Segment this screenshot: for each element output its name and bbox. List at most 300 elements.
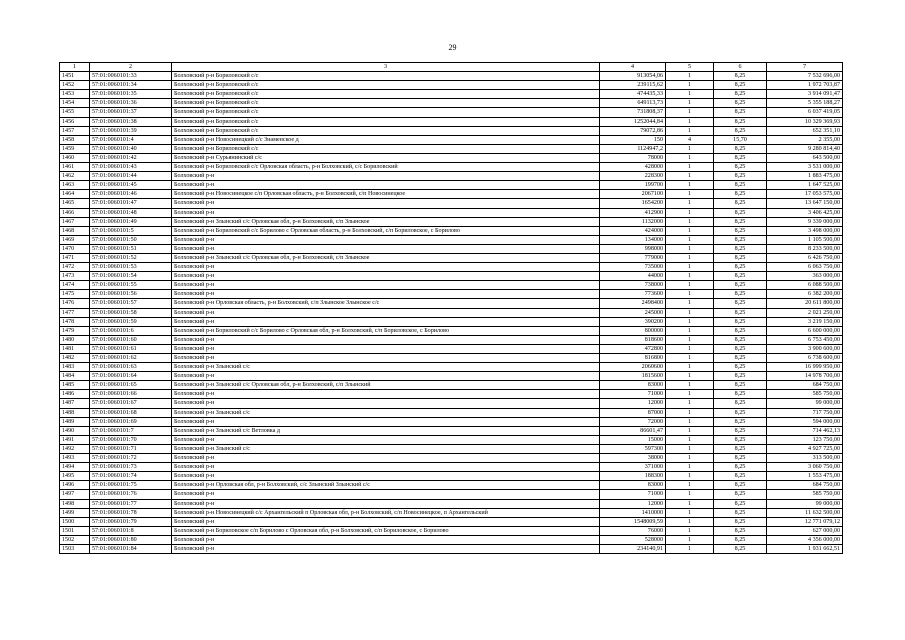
count-cell: 1 — [666, 417, 714, 426]
rate-cell: 8,25 — [714, 81, 767, 90]
address-cell: Болховский р-н — [172, 517, 600, 526]
rate-cell: 8,25 — [714, 153, 767, 162]
cadastral-number-cell: 57:01:0060101:62 — [90, 354, 172, 363]
address-cell: Болховский р-н — [172, 463, 600, 472]
value-cell: 735000 — [600, 263, 666, 272]
count-cell: 1 — [666, 426, 714, 435]
cadastral-number-cell: 57:01:0060101:37 — [90, 108, 172, 117]
address-cell: Болховский р-н — [172, 544, 600, 553]
rate-cell: 8,25 — [714, 544, 767, 553]
row-number-cell: 1482 — [60, 354, 90, 363]
address-cell: Болховский р-н — [172, 335, 600, 344]
table-row — [60, 499, 843, 508]
table-row — [60, 253, 843, 262]
row-number-cell: 1455 — [60, 108, 90, 117]
row-number-cell: 1467 — [60, 217, 90, 226]
row-number-cell: 1473 — [60, 272, 90, 281]
cadastral-number-cell: 57:01:0060101:5 — [90, 226, 172, 235]
rate-cell: 8,25 — [714, 308, 767, 317]
table-row — [60, 426, 843, 435]
amount-cell: 1 647 525,00 — [767, 181, 843, 190]
count-cell: 1 — [666, 308, 714, 317]
table-row — [60, 390, 843, 399]
cadastral-number-cell: 57:01:0060101:59 — [90, 317, 172, 326]
row-number-cell: 1502 — [60, 535, 90, 544]
rate-cell: 8,25 — [714, 126, 767, 135]
cadastral-number-cell: 57:01:0060101:48 — [90, 208, 172, 217]
value-cell: 234140,91 — [600, 544, 666, 553]
rate-cell: 8,25 — [714, 490, 767, 499]
count-cell: 1 — [666, 372, 714, 381]
amount-cell: 3 498 000,00 — [767, 226, 843, 235]
rate-cell: 8,25 — [714, 172, 767, 181]
table-row — [60, 481, 843, 490]
count-cell: 1 — [666, 499, 714, 508]
row-number-cell: 1452 — [60, 81, 90, 90]
value-cell: 390200 — [600, 317, 666, 326]
count-cell: 1 — [666, 299, 714, 308]
table-row — [60, 299, 843, 308]
count-cell: 1 — [666, 544, 714, 553]
count-cell: 1 — [666, 390, 714, 399]
row-number-cell: 1459 — [60, 144, 90, 153]
count-cell: 1 — [666, 399, 714, 408]
cadastral-number-cell: 57:01:0060101:45 — [90, 181, 172, 190]
value-cell: 38000 — [600, 454, 666, 463]
amount-cell: 1 931 662,51 — [767, 544, 843, 553]
table-row — [60, 99, 843, 108]
table-row — [60, 126, 843, 135]
count-cell: 1 — [666, 272, 714, 281]
rate-cell: 8,25 — [714, 272, 767, 281]
cadastral-number-cell: 57:01:0060101:52 — [90, 253, 172, 262]
cadastral-number-cell: 57:01:0060101:79 — [90, 517, 172, 526]
cadastral-number-cell: 57:01:0060101:77 — [90, 499, 172, 508]
amount-cell: 7 532 696,00 — [767, 72, 843, 81]
table-row — [60, 526, 843, 535]
cadastral-number-cell: 57:01:0060101:47 — [90, 199, 172, 208]
address-cell: Болховский р-н — [172, 417, 600, 426]
value-cell: 1124947,2 — [600, 144, 666, 153]
table-row — [60, 108, 843, 117]
cadastral-number-cell: 57:01:0060101:40 — [90, 144, 172, 153]
count-cell: 1 — [666, 190, 714, 199]
table-row — [60, 326, 843, 335]
cadastral-number-cell: 57:01:0060101:4 — [90, 135, 172, 144]
cadastral-number-cell: 57:01:0060101:55 — [90, 281, 172, 290]
rate-cell: 8,25 — [714, 517, 767, 526]
table-row — [60, 263, 843, 272]
rate-cell: 8,25 — [714, 253, 767, 262]
value-cell: 79072,86 — [600, 126, 666, 135]
count-cell: 1 — [666, 144, 714, 153]
amount-cell: 3 914 091,47 — [767, 90, 843, 99]
table-row — [60, 463, 843, 472]
address-cell: Болховский р-н — [172, 490, 600, 499]
count-cell: 1 — [666, 108, 714, 117]
count-cell: 4 — [666, 135, 714, 144]
row-number-cell: 1490 — [60, 426, 90, 435]
table-row — [60, 472, 843, 481]
row-number-cell: 1469 — [60, 235, 90, 244]
rate-cell: 8,25 — [714, 217, 767, 226]
address-cell: Болховский р-н — [172, 244, 600, 253]
rate-cell: 8,25 — [714, 399, 767, 408]
address-cell: Болховский р-н Злынский с/с Ветловка д — [172, 426, 600, 435]
address-cell: Болховский р-н — [172, 181, 600, 190]
table-body — [60, 72, 843, 554]
address-cell: Болховский р-н — [172, 390, 600, 399]
value-cell: 371000 — [600, 463, 666, 472]
address-cell: Болховский р-н Злынский с/с Орловская обл, р-н Болховский, с/п Злынское — [172, 217, 600, 226]
cadastral-number-cell: 57:01:0060101:53 — [90, 263, 172, 272]
amount-cell: 585 750,00 — [767, 390, 843, 399]
rate-cell: 8,25 — [714, 244, 767, 253]
row-number-cell: 1479 — [60, 326, 90, 335]
address-cell: Болховский р-н — [172, 308, 600, 317]
count-cell: 1 — [666, 253, 714, 262]
count-cell: 1 — [666, 435, 714, 444]
cadastral-number-cell: 57:01:0060101:58 — [90, 308, 172, 317]
row-number-cell: 1460 — [60, 153, 90, 162]
count-cell: 1 — [666, 535, 714, 544]
table-row — [60, 144, 843, 153]
address-cell: Болховский р-н Орловская область, р-н Болховский, с/п Злынское Злынское с/с — [172, 299, 600, 308]
rate-cell: 8,25 — [714, 190, 767, 199]
row-number-cell: 1463 — [60, 181, 90, 190]
value-cell: 83000 — [600, 481, 666, 490]
amount-cell: 3 531 000,00 — [767, 163, 843, 172]
amount-cell: 5 355 188,27 — [767, 99, 843, 108]
row-number-cell: 1475 — [60, 290, 90, 299]
address-cell: Болховский р-н Бориловский с/с — [172, 99, 600, 108]
table-row — [60, 344, 843, 353]
table-row — [60, 435, 843, 444]
amount-cell: 594 000,00 — [767, 417, 843, 426]
count-cell: 1 — [666, 172, 714, 181]
amount-cell: 6 382 200,00 — [767, 290, 843, 299]
value-cell: 239115,62 — [600, 81, 666, 90]
address-cell: Болховский р-н Злынский с/с — [172, 444, 600, 453]
count-cell: 1 — [666, 526, 714, 535]
row-number-cell: 1488 — [60, 408, 90, 417]
count-cell: 1 — [666, 290, 714, 299]
value-cell: 1132000 — [600, 217, 666, 226]
count-cell: 1 — [666, 408, 714, 417]
table-row — [60, 381, 843, 390]
value-cell: 424000 — [600, 226, 666, 235]
value-cell: 649113,73 — [600, 99, 666, 108]
value-cell: 199700 — [600, 181, 666, 190]
table-row — [60, 408, 843, 417]
count-cell: 1 — [666, 481, 714, 490]
table-header-row — [60, 63, 843, 72]
amount-cell: 99 000,00 — [767, 399, 843, 408]
cadastral-number-cell: 57:01:0060101:39 — [90, 126, 172, 135]
table-row — [60, 153, 843, 162]
rate-cell: 8,25 — [714, 181, 767, 190]
row-number-cell: 1468 — [60, 226, 90, 235]
address-cell: Болховский р-н Бориловский с/с — [172, 144, 600, 153]
cadastral-number-cell: 57:01:0060101:49 — [90, 217, 172, 226]
cadastral-number-cell: 57:01:0060101:35 — [90, 90, 172, 99]
amount-cell: 6 088 500,00 — [767, 281, 843, 290]
count-cell: 1 — [666, 508, 714, 517]
column-header-5: 5 — [666, 63, 714, 72]
count-cell: 1 — [666, 244, 714, 253]
value-cell: 44000 — [600, 272, 666, 281]
cadastral-number-cell: 57:01:0060101:43 — [90, 163, 172, 172]
count-cell: 1 — [666, 326, 714, 335]
count-cell: 1 — [666, 281, 714, 290]
value-cell: 2498400 — [600, 299, 666, 308]
row-number-cell: 1492 — [60, 444, 90, 453]
address-cell: Болховский р-н — [172, 454, 600, 463]
row-number-cell: 1470 — [60, 244, 90, 253]
column-header-6: 6 — [714, 63, 767, 72]
value-cell: 1252044,84 — [600, 117, 666, 126]
amount-cell: 585 750,00 — [767, 490, 843, 499]
count-cell: 1 — [666, 472, 714, 481]
row-number-cell: 1503 — [60, 544, 90, 553]
count-cell: 1 — [666, 99, 714, 108]
rate-cell: 8,25 — [714, 90, 767, 99]
rate-cell: 8,25 — [714, 99, 767, 108]
rate-cell: 15,70 — [714, 135, 767, 144]
address-cell: Болховский р-н Бориловский с/с — [172, 72, 600, 81]
cadastral-number-cell: 57:01:0060101:74 — [90, 472, 172, 481]
row-number-cell: 1462 — [60, 172, 90, 181]
rate-cell: 8,25 — [714, 117, 767, 126]
table-row — [60, 226, 843, 235]
cadastral-number-cell: 57:01:0060101:33 — [90, 72, 172, 81]
table-row — [60, 544, 843, 553]
rate-cell: 8,25 — [714, 508, 767, 517]
amount-cell: 1 883 475,00 — [767, 172, 843, 181]
row-number-cell: 1477 — [60, 308, 90, 317]
value-cell: 76000 — [600, 526, 666, 535]
cadastral-number-cell: 57:01:0060101:60 — [90, 335, 172, 344]
value-cell: 12000 — [600, 499, 666, 508]
value-cell: 71000 — [600, 490, 666, 499]
count-cell: 1 — [666, 444, 714, 453]
amount-cell: 3 900 600,00 — [767, 344, 843, 353]
value-cell: 731808,37 — [600, 108, 666, 117]
registry-table — [59, 62, 843, 554]
value-cell: 800000 — [600, 326, 666, 335]
rate-cell: 8,25 — [714, 208, 767, 217]
table-row — [60, 135, 843, 144]
row-number-cell: 1476 — [60, 299, 90, 308]
count-cell: 1 — [666, 335, 714, 344]
amount-cell: 684 750,00 — [767, 381, 843, 390]
amount-cell: 6 600 000,00 — [767, 326, 843, 335]
amount-cell: 3 219 150,00 — [767, 317, 843, 326]
cadastral-number-cell: 57:01:0060101:46 — [90, 190, 172, 199]
row-number-cell: 1453 — [60, 90, 90, 99]
row-number-cell: 1474 — [60, 281, 90, 290]
address-cell: Болховский р-н Новосинецкое с/п Орловская область, р-н Болховский, с/п Новосинецкое — [172, 190, 600, 199]
amount-cell: 1 105 500,00 — [767, 235, 843, 244]
address-cell: Болховский р-н Бориловский с/с — [172, 90, 600, 99]
amount-cell: 4 356 000,00 — [767, 535, 843, 544]
row-number-cell: 1465 — [60, 199, 90, 208]
address-cell: Болховский р-н — [172, 208, 600, 217]
row-number-cell: 1481 — [60, 344, 90, 353]
value-cell: 245000 — [600, 308, 666, 317]
value-cell: 2067100 — [600, 190, 666, 199]
row-number-cell: 1489 — [60, 417, 90, 426]
amount-cell: 123 750,00 — [767, 435, 843, 444]
cadastral-number-cell: 57:01:0060101:61 — [90, 344, 172, 353]
rate-cell: 8,25 — [714, 144, 767, 153]
rate-cell: 8,25 — [714, 326, 767, 335]
rate-cell: 8,25 — [714, 281, 767, 290]
count-cell: 1 — [666, 181, 714, 190]
amount-cell: 17 053 575,00 — [767, 190, 843, 199]
value-cell: 72000 — [600, 417, 666, 426]
table-row — [60, 163, 843, 172]
address-cell: Болховский р-н Бориловский с/с — [172, 108, 600, 117]
cadastral-number-cell: 57:01:0060101:7 — [90, 426, 172, 435]
rate-cell: 8,25 — [714, 426, 767, 435]
rate-cell: 8,25 — [714, 317, 767, 326]
count-cell: 1 — [666, 217, 714, 226]
amount-cell: 10 329 369,93 — [767, 117, 843, 126]
amount-cell: 3 406 425,00 — [767, 208, 843, 217]
amount-cell: 20 611 800,00 — [767, 299, 843, 308]
row-number-cell: 1472 — [60, 263, 90, 272]
table-row — [60, 199, 843, 208]
table-row — [60, 244, 843, 253]
cadastral-number-cell: 57:01:0060101:63 — [90, 363, 172, 372]
cadastral-number-cell: 57:01:0060101:50 — [90, 235, 172, 244]
address-cell: Болховский р-н Орловская обл, р-н Болховский, с/с Злынский Злынский с/с — [172, 481, 600, 490]
table-row — [60, 235, 843, 244]
rate-cell: 8,25 — [714, 435, 767, 444]
table-row — [60, 290, 843, 299]
table-row — [60, 117, 843, 126]
value-cell: 773600 — [600, 290, 666, 299]
address-cell: Болховский р-н Новосинецкий с/с Знаменское д — [172, 135, 600, 144]
value-cell: 150 — [600, 135, 666, 144]
cadastral-number-cell: 57:01:0060101:56 — [90, 290, 172, 299]
row-number-cell: 1497 — [60, 490, 90, 499]
cadastral-number-cell: 57:01:0060101:84 — [90, 544, 172, 553]
count-cell: 1 — [666, 263, 714, 272]
count-cell: 1 — [666, 199, 714, 208]
address-cell: Болховский р-н — [172, 172, 600, 181]
page-number: 29 — [448, 43, 457, 52]
address-cell: Болховский р-н Злынский с/с — [172, 363, 600, 372]
rate-cell: 8,25 — [714, 108, 767, 117]
table-row — [60, 90, 843, 99]
table-row — [60, 181, 843, 190]
address-cell: Болховский р-н Сурьянинский с/с — [172, 153, 600, 162]
row-number-cell: 1466 — [60, 208, 90, 217]
count-cell: 1 — [666, 117, 714, 126]
address-cell: Болховский р-н Бориловский с/с — [172, 81, 600, 90]
address-cell: Болховский р-н Бориловский с/с Борилово с Орловская область, р-н Болховский, с/п Бориловское, с Борилово — [172, 226, 600, 235]
value-cell: 1410000 — [600, 508, 666, 517]
value-cell: 1815600 — [600, 372, 666, 381]
amount-cell: 6 738 600,00 — [767, 354, 843, 363]
count-cell: 1 — [666, 81, 714, 90]
value-cell: 78000 — [600, 153, 666, 162]
address-cell: Болховский р-н — [172, 344, 600, 353]
rate-cell: 8,25 — [714, 444, 767, 453]
address-cell: Болховский р-н — [172, 235, 600, 244]
value-cell: 597300 — [600, 444, 666, 453]
cadastral-number-cell: 57:01:0060101:68 — [90, 408, 172, 417]
cadastral-number-cell: 57:01:0060101:44 — [90, 172, 172, 181]
value-cell: 738000 — [600, 281, 666, 290]
table-row — [60, 308, 843, 317]
row-number-cell: 1483 — [60, 363, 90, 372]
row-number-cell: 1501 — [60, 526, 90, 535]
rate-cell: 8,25 — [714, 463, 767, 472]
count-cell: 1 — [666, 463, 714, 472]
address-cell: Болховский р-н — [172, 535, 600, 544]
rate-cell: 8,25 — [714, 290, 767, 299]
cadastral-number-cell: 57:01:0060101:36 — [90, 99, 172, 108]
table-row — [60, 508, 843, 517]
value-cell: 188300 — [600, 472, 666, 481]
count-cell: 1 — [666, 354, 714, 363]
address-cell: Болховский р-н Бориловский с/с Борилово с Орловская обл, р-н Болховский, с/п Бориловское, с Борилово — [172, 326, 600, 335]
rate-cell: 8,25 — [714, 344, 767, 353]
value-cell: 474435,33 — [600, 90, 666, 99]
amount-cell: 2 021 250,00 — [767, 308, 843, 317]
value-cell: 998000 — [600, 244, 666, 253]
count-cell: 1 — [666, 454, 714, 463]
value-cell: 134000 — [600, 235, 666, 244]
cadastral-number-cell: 57:01:0060101:57 — [90, 299, 172, 308]
rate-cell: 8,25 — [714, 335, 767, 344]
rate-cell: 8,25 — [714, 163, 767, 172]
address-cell: Болховский р-н — [172, 499, 600, 508]
rate-cell: 8,25 — [714, 454, 767, 463]
amount-cell: 627 000,00 — [767, 526, 843, 535]
value-cell: 412900 — [600, 208, 666, 217]
cadastral-number-cell: 57:01:0060101:34 — [90, 81, 172, 90]
address-cell: Болховский р-н — [172, 399, 600, 408]
amount-cell: 13 647 150,00 — [767, 199, 843, 208]
rate-cell: 8,25 — [714, 472, 767, 481]
address-cell: Болховский р-н — [172, 199, 600, 208]
row-number-cell: 1499 — [60, 508, 90, 517]
row-number-cell: 1480 — [60, 335, 90, 344]
value-cell: 818600 — [600, 335, 666, 344]
table-row — [60, 81, 843, 90]
count-cell: 1 — [666, 163, 714, 172]
rate-cell: 8,25 — [714, 199, 767, 208]
rate-cell: 8,25 — [714, 72, 767, 81]
value-cell: 472800 — [600, 344, 666, 353]
row-number-cell: 1478 — [60, 317, 90, 326]
cadastral-number-cell: 57:01:0060101:69 — [90, 417, 172, 426]
amount-cell: 6 426 750,00 — [767, 253, 843, 262]
value-cell: 83000 — [600, 381, 666, 390]
value-cell: 15000 — [600, 435, 666, 444]
amount-cell: 9 280 814,40 — [767, 144, 843, 153]
table-row — [60, 354, 843, 363]
count-cell: 1 — [666, 208, 714, 217]
amount-cell: 11 632 500,00 — [767, 508, 843, 517]
table-row — [60, 72, 843, 81]
address-cell: Болховский р-н — [172, 472, 600, 481]
table-row — [60, 517, 843, 526]
